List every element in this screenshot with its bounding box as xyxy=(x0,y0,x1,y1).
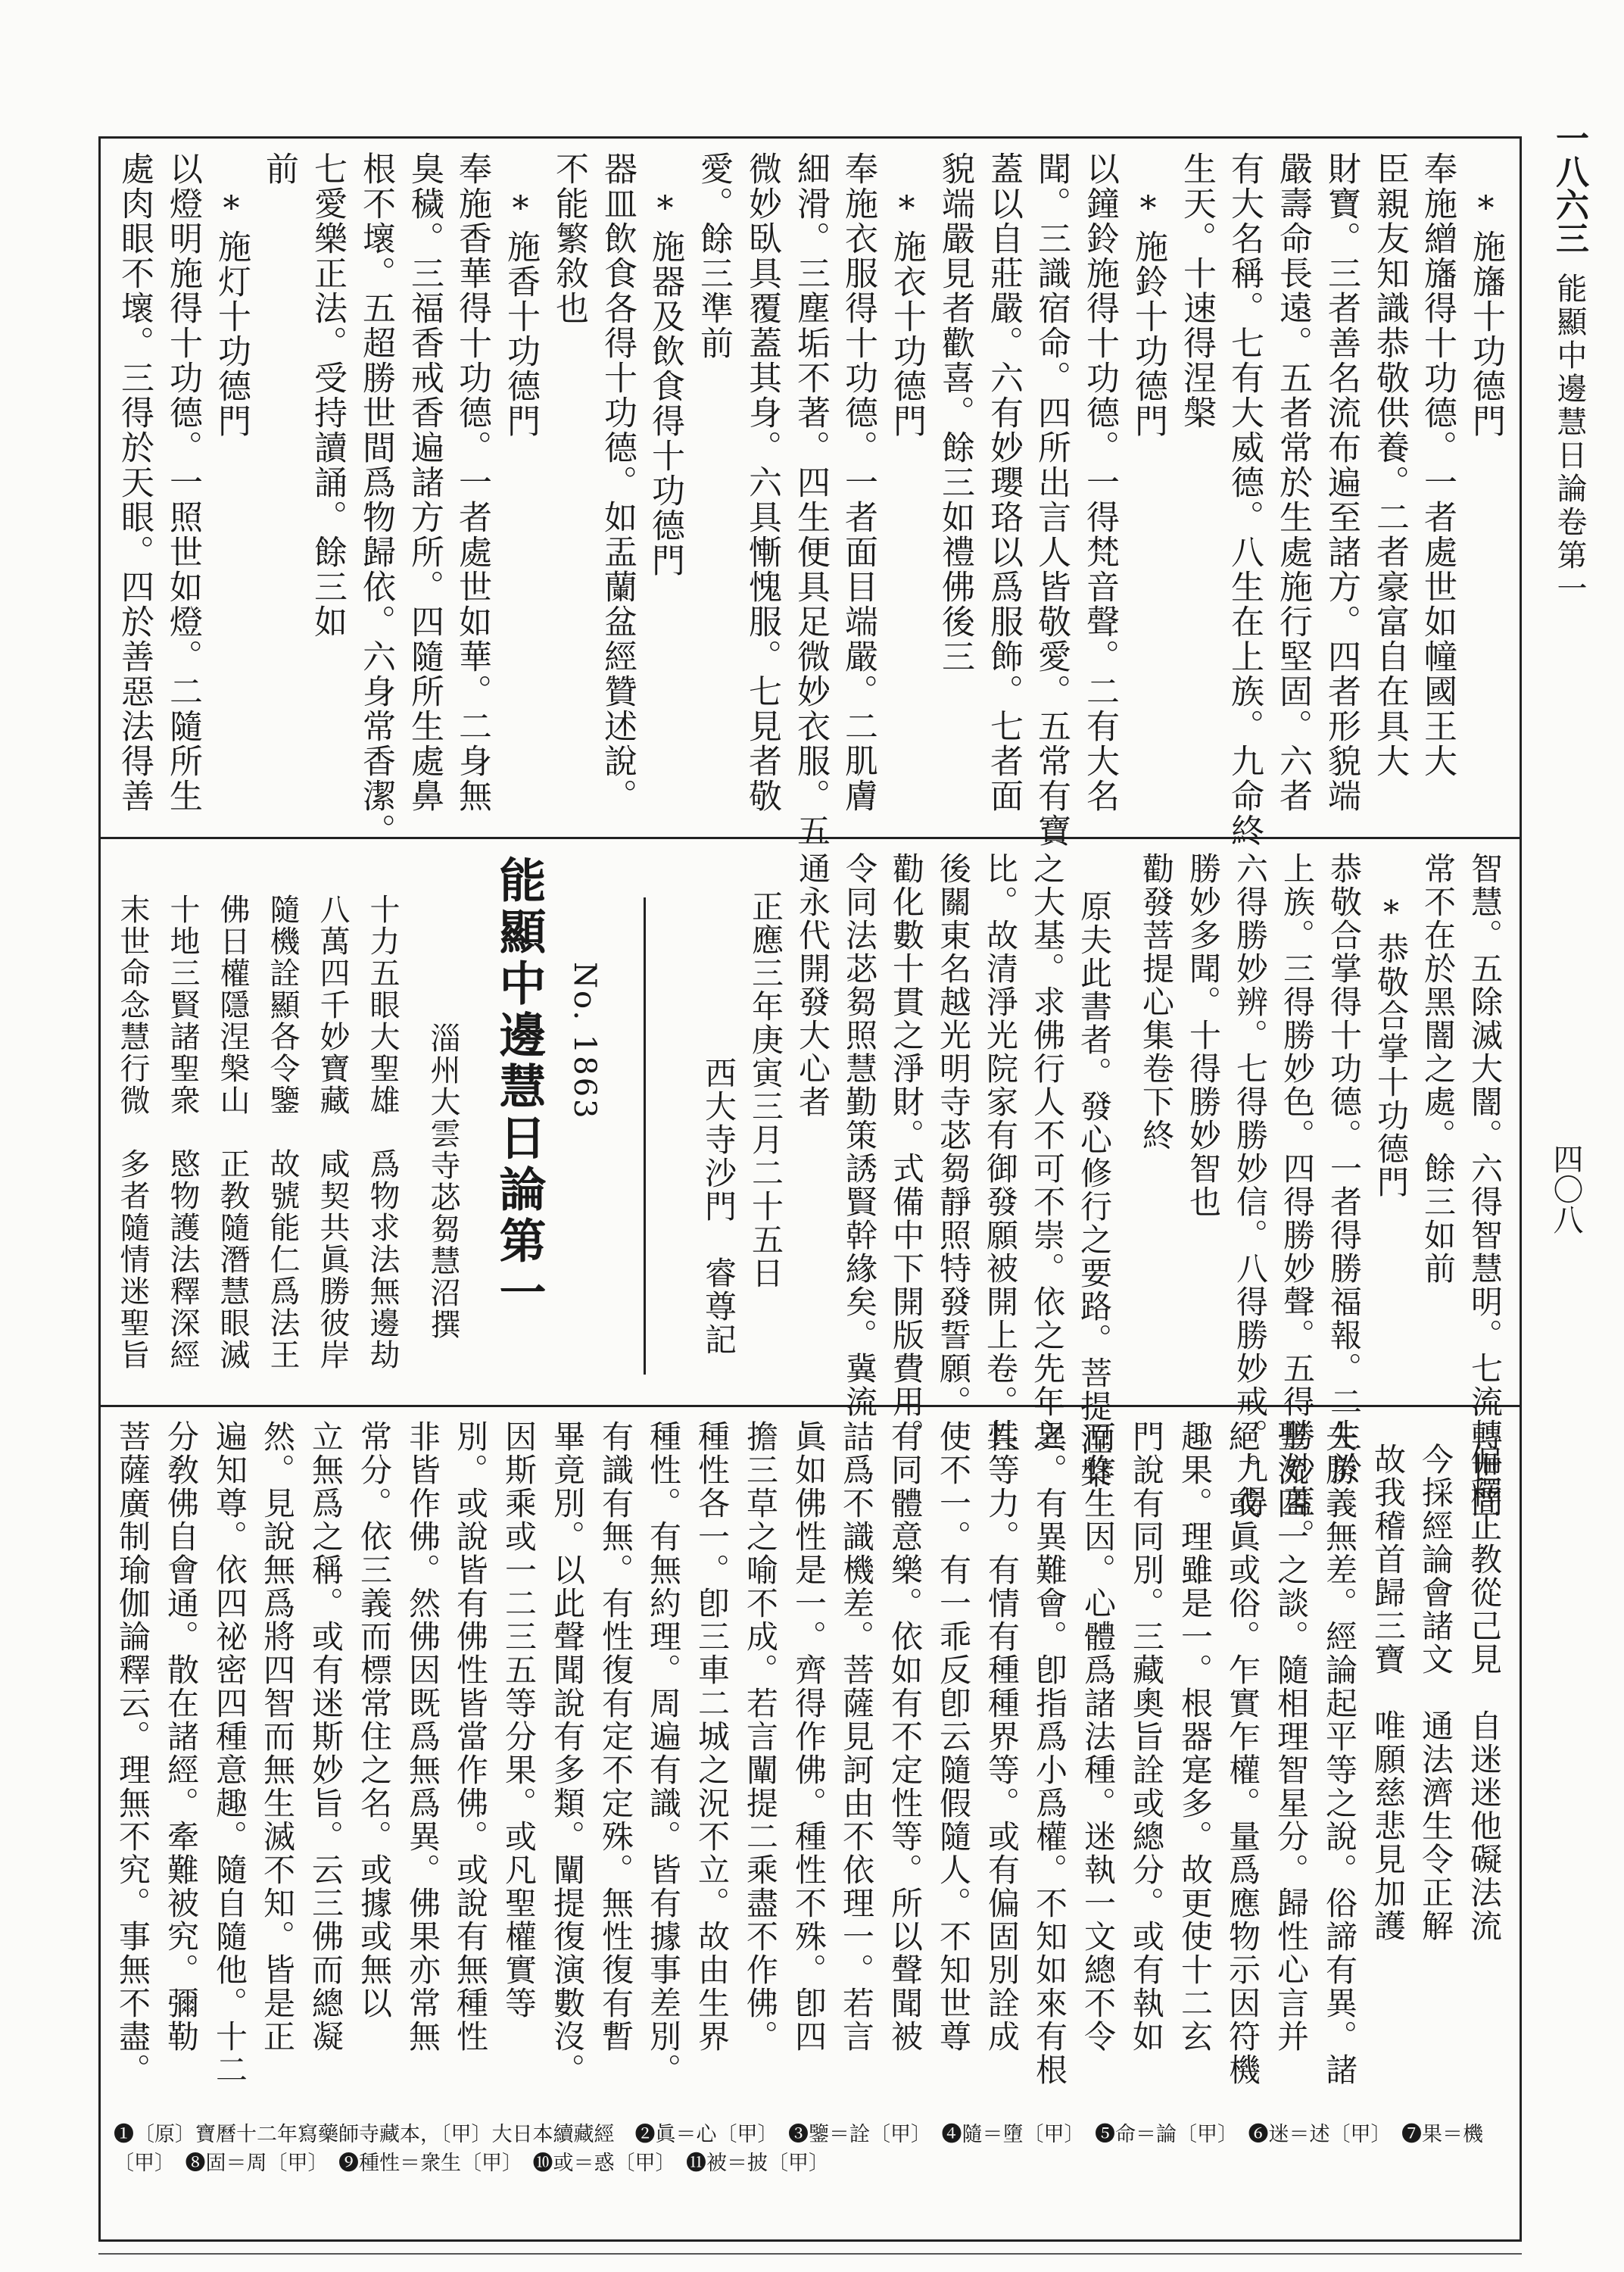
bottom-rule-1 xyxy=(98,2253,1522,2255)
text-column: 佛日權隱涅槃山 正教隨潛慧眼滅 xyxy=(215,894,250,1371)
text-column: 臣親友知識恭敬供養。二者豪富自在具大 xyxy=(1370,151,1409,779)
text-column: 前 xyxy=(260,151,298,186)
text-column: 非皆作佛。然佛因既爲無爲異。佛果亦常無 xyxy=(404,1420,441,2053)
text-column: 生天。十速得涅槃 xyxy=(1177,151,1216,430)
text-column: 今採經論會諸文 通法濟生令正解 xyxy=(1417,1443,1454,1943)
text-column: *施鈴十功德門 xyxy=(1129,189,1167,438)
text-column: 勸發菩提心集卷下終 xyxy=(1138,852,1175,1152)
text-column: 十力五眼大聖雄 爲物求法無邊劫 xyxy=(365,894,400,1371)
text-column: 隨機詮顯各令鑒 故號能仁爲法王 xyxy=(265,894,300,1371)
text-column: 聞。三識宿命。四所出言人皆敬愛。五常有寶 xyxy=(1032,151,1071,848)
text-column: 細滑。三塵垢不著。四生便具足微妙衣服。五 xyxy=(791,151,830,848)
text-column: 菩薩廣制瑜伽論釋云。理無不究。事無不盡。 xyxy=(114,1420,151,2086)
text-column: 性等力。有情有種種界等。或有偏固別詮成 xyxy=(983,1420,1021,2053)
text-column: 勸化數十貫之淨財。式備中下開版費用。 xyxy=(888,852,925,1452)
text-column: 令同法苾芻照慧勤策誘賢幹緣矣。冀流 xyxy=(841,852,878,1418)
text-column: 詰爲不識機差。菩薩見訶由不依理一。若言 xyxy=(838,1420,875,2053)
text-column: 門說有同別。三藏奧旨詮或總分。或有執如 xyxy=(1128,1420,1165,2053)
text-column: 蓋以自莊嚴。六有妙瓔珞以爲服飾。七者面 xyxy=(984,151,1023,813)
text-column: 常分。依三義而標常住之名。或據或無以 xyxy=(356,1420,393,2020)
text-column: 後關東名越光明寺苾芻靜照特發誓願。 xyxy=(935,852,972,1418)
text-column: 有識有無。有性復有定不定殊。無性復有暫 xyxy=(597,1420,634,2053)
text-column: 愛。餘三準前 xyxy=(694,151,733,360)
page-number-left: 一八六三 xyxy=(1550,121,1588,254)
text-column: 恭敬合掌得十功德。一者得勝福報。二生於 xyxy=(1326,852,1363,1485)
text-column: *施衣十功德門 xyxy=(887,189,926,438)
text-column: 末世命念慧行微 多者隨情迷聖旨 xyxy=(115,894,150,1371)
text-column: 十地三賢諸聖衆 愍物護法釋深經 xyxy=(165,894,200,1371)
text-column: 立無爲之稱。或有迷斯妙旨。云三佛而總凝 xyxy=(307,1420,344,2053)
text-column: 種性各一。卽三車二城之況不立。故由生界 xyxy=(694,1420,731,2053)
text-column: 因斯乘或一二三五等分果。或凡聖權實等 xyxy=(500,1420,538,2020)
text-column: 有大名稱。七有大威德。八生在上族。九命終 xyxy=(1225,151,1264,848)
text-column: 淄州大雲寺苾芻慧沼撰 xyxy=(425,1022,460,1340)
text-column: 微妙臥具覆蓋其身。六具慚愧服。七見者敬 xyxy=(743,151,781,813)
text-column: 奉施衣服得十功德。一者面目端嚴。二肌膚 xyxy=(839,151,877,813)
text-column: 原夫此書者。發心修行之要路。菩提涅槃 xyxy=(1076,890,1113,1490)
text-column: 八萬四千妙寶藏 咸契共眞勝彼岸 xyxy=(315,894,350,1371)
footnotes: ❶〔原〕寶曆十二年寫藥師寺藏本，〔甲〕大日本續藏經 ❷眞＝心〔甲〕 ❸鑒＝詮〔甲〕 ❹隨＝墮〔甲〕 ❺命＝論〔甲〕 ❻迷＝述〔甲〕 ❼果＝機〔甲〕 ❽固＝周〔甲〕 ❾種性＝衆生〔甲〕 ❿或＝惑〔甲〕 ⓫被＝披〔甲〕 xyxy=(114,2123,1483,2175)
text-column: *施香十功德門 xyxy=(501,189,540,438)
text-column: 器皿飲食各得十功德。如盂蘭盆經贊述說。 xyxy=(598,151,637,813)
text-column: 常不在於黑闇之處。餘三如前 xyxy=(1420,852,1457,1285)
text-column: 種性。有無約理。周遍有識。皆有據事差別。 xyxy=(645,1420,682,2086)
text-column: 之大基。求佛行人不可不崇。依之先年之 xyxy=(1029,852,1066,1452)
text-column: 眞如佛性是一。齊得作佛。種性不殊。卽四 xyxy=(790,1420,828,2053)
text-column: *施旛十功德門 xyxy=(1467,189,1505,438)
text-column: 遍知尊。依四祕密四種意趣。隨自隨他。十二 xyxy=(211,1420,248,2086)
text-column: 臭穢。三福香戒香遍諸方所。四隨所生處鼻 xyxy=(405,151,444,813)
text-column: 根不壞。五超勝世間爲物歸依。六身常香潔。 xyxy=(357,151,395,848)
text-column: 上族。三得勝妙色。四得勝妙聲。五得勝妙蓋。 xyxy=(1279,852,1316,1552)
text-column: 有同體意樂。依如有不定性等。所以聲聞被 xyxy=(887,1420,924,2053)
text-column: 七愛樂正法。受持讀誦。餘三如 xyxy=(308,151,347,639)
text-column: 勝妙多聞。十得勝妙智也 xyxy=(1185,852,1222,1219)
text-column: 異。有異難會。卽指爲小爲權。不知如來有根 xyxy=(1031,1420,1068,2086)
running-title: 能顯中邊慧日論卷第一 xyxy=(1552,273,1587,606)
text-column: 六得勝妙辨。七得勝妙信。八得勝妙戒。九得 xyxy=(1232,852,1269,1518)
text-column: *恭敬合掌十功德門 xyxy=(1373,894,1410,1199)
page-number-right: 四〇八 xyxy=(1548,1144,1583,1234)
text-column: 以燈明施得十功德。一照世如燈。二隨所生 xyxy=(164,151,202,813)
text-column: 嚴壽命長遠。五者常於生處施行堅固。六者 xyxy=(1273,151,1312,813)
colophon-rule xyxy=(644,897,646,1375)
text-column: *施灯十功德門 xyxy=(212,189,251,438)
text-column: 而作生因。心體爲諸法種。迷執一文總不令 xyxy=(1080,1420,1117,2053)
text-column: 趣果。理雖是一。根器寔多。故更使十二玄 xyxy=(1177,1420,1214,2053)
text-column: *施器及飲食得十功德門 xyxy=(646,189,684,578)
text-column: 絕。或眞或俗。乍實乍權。量爲應物示因符機 xyxy=(1224,1420,1261,2086)
text-column: 聖流四一之談。隨相理智星分。歸性心言并 xyxy=(1273,1420,1310,2053)
text-column: 不能繁敘也 xyxy=(550,151,588,326)
text-column: 夫勝義無差。經論起平等之說。俗諦有異。諸 xyxy=(1321,1420,1358,2086)
text-column: 貌端嚴見者歡喜。餘三如禮佛後三 xyxy=(936,151,974,674)
text-column: 然。見說無爲將四智而無生滅不知。皆是正 xyxy=(259,1420,296,2053)
text-column: 財寶。三者善名流布遍至諸方。四者形貌端 xyxy=(1322,151,1361,813)
text-column: 奉施繒旛得十功德。一者處世如幢國王大 xyxy=(1418,151,1457,779)
text-column: 能顯中邊慧日論第一 xyxy=(491,856,547,1319)
text-column: 分敎佛自會通。散在諸經。牽難被究。彌勒 xyxy=(163,1420,200,2053)
text-column: No. 1863 xyxy=(567,962,602,1121)
text-column: 故我稽首歸三寶 唯願慈悲見加護 xyxy=(1370,1443,1407,1943)
text-column: 處肉眼不壞。三得於天眼。四於善惡法得善 xyxy=(115,151,154,813)
text-column: 使不一。有一乖反卽云隨假隨人。不知世尊 xyxy=(935,1420,972,2053)
text-column: 以鐘鈴施得十功德。一得梵音聲。二有大名 xyxy=(1080,151,1119,813)
text-column: 偏釋正教從己見 自迷迷他礙法流 xyxy=(1466,1443,1503,1943)
text-column: 奉施香華得十功德。一者處世如華。二身無 xyxy=(453,151,491,813)
text-column: 智慧。五除滅大闇。六得智慧明。七流轉世間 xyxy=(1467,852,1504,1518)
text-column: 西大寺沙門 睿尊記 xyxy=(700,1056,737,1356)
text-column: 別。或說皆有佛性皆當作佛。或說有無種性 xyxy=(452,1420,489,2053)
text-column: 比。故清淨光院家有御發願被開上卷。其 xyxy=(982,852,1019,1452)
text-column: 擔三草之喻不成。若言闡提二乘盡不作佛。 xyxy=(742,1420,779,2053)
text-column: 通永代開發大心者 xyxy=(794,852,831,1119)
text-column: 畢竟別。以此聲聞說有多類。闡提復演數沒。 xyxy=(549,1420,586,2086)
text-column: 正應三年庚寅三月二十五日 xyxy=(747,890,784,1290)
